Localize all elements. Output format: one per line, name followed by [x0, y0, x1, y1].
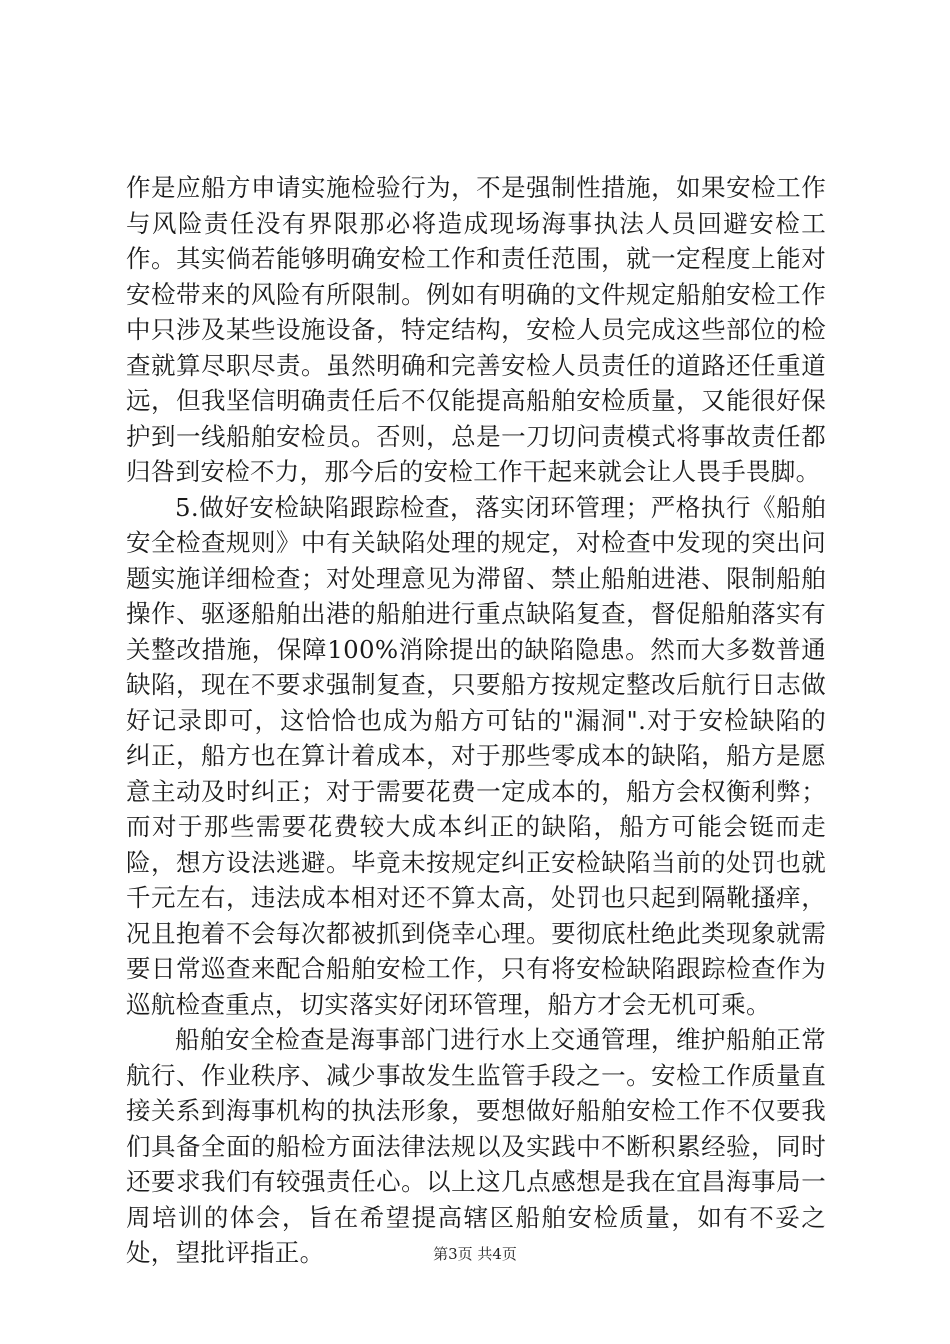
- page-footer: 第3页 共4页: [433, 1245, 517, 1263]
- paragraph-item-5: 5.做好安检缺陷跟踪检查，落实闭环管理；严格执行《船舶安全检查规则》中有关缺陷处理的规定，对检查中发现的突出问题实施详细检查；对处理意见为滞留、禁止船舶进港、限制船舶操作、驱逐船舶出港的船舶进行重点缺陷复查，督促船舶落实有关整改措施，保障100%消除提出的缺陷隐患。然而大多数普通缺陷，现在不要求强制复查，只要船方按规定整改后航行日志做好记录即可，这恰恰也成为船方可钻的"漏洞".对于安检缺陷的纠正，船方也在算计着成本，对于那些零成本的缺陷，船方是愿意主动及时纠正；对于需要花费一定成本的，船方会权衡利弊；而对于那些需要花费较大成本纠正的缺陷，船方可能会铤而走险，想方设法逃避。毕竟未按规定纠正安检缺陷当前的处罚也就千元左右，违法成本相对还不算太高，处罚也只起到隔靴搔痒，况且抱着不会每次都被抓到侥幸心理。要彻底杜绝此类现象就需要日常巡查来配合船舶安检工作，只有将安检缺陷跟踪检查作为巡航检查重点，切实落实好闭环管理，船方才会无机可乘。: [126, 492, 826, 1019]
- paragraph-conclusion: 船舶安全检查是海事部门进行水上交通管理，维护船舶正常航行、作业秩序、减少事故发生监管手段之一。安检工作质量直接关系到海事机构的执法形象，要想做好船舶安检工作不仅要我们具备全面的船检方面法律法规以及实践中不断积累经验，同时还要求我们有较强责任心。以上这几点感想是我在宜昌海事局一周培训的体会，旨在希望提高辖区船舶安检质量，如有不妥之处，望批评指正。: [126, 1025, 826, 1267]
- paragraph-continuation: 作是应船方申请实施检验行为，不是强制性措施，如果安检工作与风险责任没有界限那必将造成现场海事执法人员回避安检工作。其实倘若能够明确安检工作和责任范围，就一定程度上能对安检带来的风险有所限制。例如有明确的文件规定船舶安检工作中只涉及某些设施设备，特定结构，安检人员完成这些部位的检查就算尽职尽责。虽然明确和完善安检人员责任的道路还任重道远，但我坚信明确责任后不仅能提高船舶安检质量，又能很好保护到一线船舶安检员。否则，总是一刀切问责模式将事故责任都归咎到安检不力，那今后的安检工作干起来就会让人畏手畏脚。: [126, 173, 826, 486]
- document-body: [126, 170, 826, 1271]
